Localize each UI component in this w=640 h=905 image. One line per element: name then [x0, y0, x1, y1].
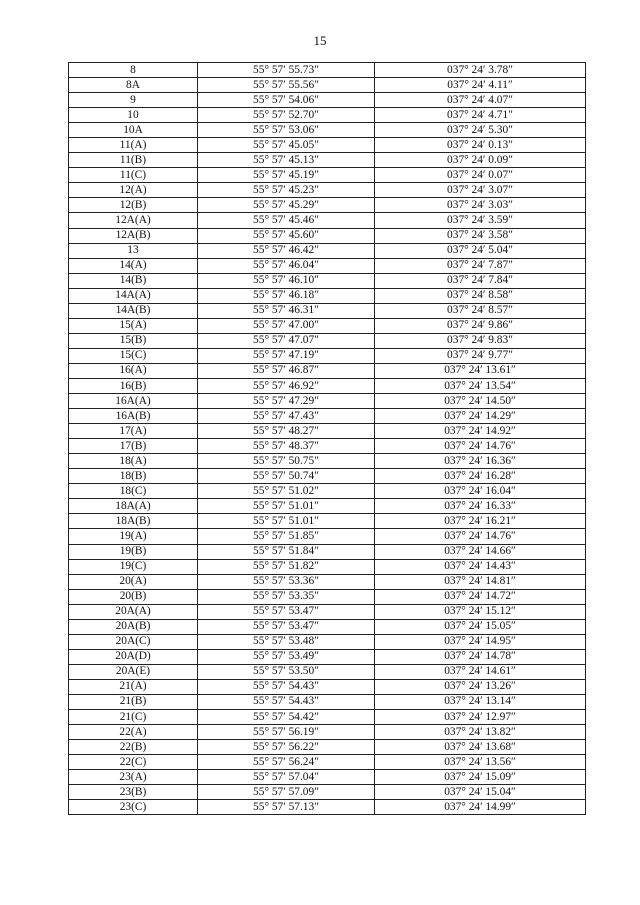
point-id-cell: 18(B): [69, 469, 198, 484]
latitude-cell: 55° 57′ 51.82″: [198, 559, 375, 574]
longitude-cell: 037° 24′ 14.78″: [375, 649, 586, 664]
point-id-cell: 20(A): [69, 574, 198, 589]
latitude-cell: 55° 57′ 53.36″: [198, 574, 375, 589]
longitude-cell: 037° 24′ 4.71″: [375, 108, 586, 123]
longitude-cell: 037° 24′ 14.95″: [375, 634, 586, 649]
table-row: [69, 544, 586, 559]
point-id-cell: 23(B): [69, 785, 198, 800]
longitude-cell: 037° 24′ 5.30″: [375, 123, 586, 138]
point-id-cell: 11(B): [69, 153, 198, 168]
longitude-cell: 037° 24′ 14.50″: [375, 394, 586, 409]
table-row: [69, 409, 586, 424]
point-id-cell: 18(A): [69, 454, 198, 469]
point-id-cell: 8: [69, 63, 198, 78]
latitude-cell: 55° 57′ 56.19″: [198, 725, 375, 740]
latitude-cell: 55° 57′ 45.29″: [198, 198, 375, 213]
latitude-cell: 55° 57′ 45.19″: [198, 168, 375, 183]
point-id-cell: 15(A): [69, 318, 198, 333]
point-id-cell: 16(A): [69, 363, 198, 378]
latitude-cell: 55° 57′ 46.18″: [198, 288, 375, 303]
longitude-cell: 037° 24′ 4.07″: [375, 93, 586, 108]
table-row: [69, 303, 586, 318]
longitude-cell: 037° 24′ 3.07″: [375, 183, 586, 198]
longitude-cell: 037° 24′ 8.57″: [375, 303, 586, 318]
table-row: [69, 664, 586, 679]
table-row: [69, 78, 586, 93]
latitude-cell: 55° 57′ 53.35″: [198, 589, 375, 604]
latitude-cell: 55° 57′ 51.01″: [198, 514, 375, 529]
latitude-cell: 55° 57′ 45.05″: [198, 138, 375, 153]
table-row: [69, 63, 586, 78]
latitude-cell: 55° 57′ 53.06″: [198, 123, 375, 138]
latitude-cell: 55° 57′ 50.75″: [198, 454, 375, 469]
point-id-cell: 23(A): [69, 770, 198, 785]
page-number: 15: [313, 33, 327, 48]
latitude-cell: 55° 57′ 53.48″: [198, 634, 375, 649]
table-row: [69, 740, 586, 755]
point-id-cell: 10A: [69, 123, 198, 138]
point-id-cell: 21(C): [69, 710, 198, 725]
point-id-cell: 21(A): [69, 679, 198, 694]
latitude-cell: 55° 57′ 46.31″: [198, 303, 375, 318]
longitude-cell: 037° 24′ 3.78″: [375, 63, 586, 78]
latitude-cell: 55° 57′ 46.42″: [198, 243, 375, 258]
latitude-cell: 55° 57′ 48.27″: [198, 424, 375, 439]
table-row: [69, 679, 586, 694]
latitude-cell: 55° 57′ 54.43″: [198, 679, 375, 694]
point-id-cell: 14A(A): [69, 288, 198, 303]
latitude-cell: 55° 57′ 45.46″: [198, 213, 375, 228]
longitude-cell: 037° 24′ 13.14″: [375, 694, 586, 709]
point-id-cell: 12A(A): [69, 213, 198, 228]
longitude-cell: 037° 24′ 16.28″: [375, 469, 586, 484]
table-row: [69, 123, 586, 138]
point-id-cell: 14A(B): [69, 303, 198, 318]
point-id-cell: 14(B): [69, 273, 198, 288]
longitude-cell: 037° 24′ 7.87″: [375, 258, 586, 273]
table-row: [69, 168, 586, 183]
table-row: [69, 378, 586, 393]
table-row: [69, 725, 586, 740]
point-id-cell: 14(A): [69, 258, 198, 273]
latitude-cell: 55° 57′ 47.29″: [198, 394, 375, 409]
point-id-cell: 11(A): [69, 138, 198, 153]
point-id-cell: 22(A): [69, 725, 198, 740]
longitude-cell: 037° 24′ 15.12″: [375, 604, 586, 619]
longitude-cell: 037° 24′ 13.54″: [375, 378, 586, 393]
latitude-cell: 55° 57′ 53.47″: [198, 604, 375, 619]
table-row: [69, 439, 586, 454]
longitude-cell: 037° 24′ 14.61″: [375, 664, 586, 679]
longitude-cell: 037° 24′ 13.68″: [375, 740, 586, 755]
table-row: [69, 710, 586, 725]
table-row: [69, 273, 586, 288]
point-id-cell: 23(C): [69, 800, 198, 815]
table-row: [69, 755, 586, 770]
point-id-cell: 19(B): [69, 544, 198, 559]
latitude-cell: 55° 57′ 47.43″: [198, 409, 375, 424]
point-id-cell: 10: [69, 108, 198, 123]
table-row: [69, 108, 586, 123]
longitude-cell: 037° 24′ 0.07″: [375, 168, 586, 183]
latitude-cell: 55° 57′ 52.70″: [198, 108, 375, 123]
latitude-cell: 55° 57′ 45.23″: [198, 183, 375, 198]
point-id-cell: 19(C): [69, 559, 198, 574]
point-id-cell: 8A: [69, 78, 198, 93]
coordinates-table: [68, 62, 586, 815]
longitude-cell: 037° 24′ 16.04″: [375, 484, 586, 499]
longitude-cell: 037° 24′ 3.59″: [375, 213, 586, 228]
table-row: [69, 153, 586, 168]
longitude-cell: 037° 24′ 13.26″: [375, 679, 586, 694]
latitude-cell: 55° 57′ 51.01″: [198, 499, 375, 514]
table-row: [69, 258, 586, 273]
table-row: [69, 138, 586, 153]
point-id-cell: 18A(A): [69, 499, 198, 514]
table-row: [69, 469, 586, 484]
table-row: [69, 363, 586, 378]
table-row: [69, 559, 586, 574]
latitude-cell: 55° 57′ 54.43″: [198, 694, 375, 709]
point-id-cell: 17(B): [69, 439, 198, 454]
longitude-cell: 037° 24′ 3.03″: [375, 198, 586, 213]
table-row: [69, 785, 586, 800]
table-row: [69, 484, 586, 499]
point-id-cell: 16(B): [69, 378, 198, 393]
point-id-cell: 15(C): [69, 348, 198, 363]
latitude-cell: 55° 57′ 50.74″: [198, 469, 375, 484]
latitude-cell: 55° 57′ 46.87″: [198, 363, 375, 378]
point-id-cell: 12A(B): [69, 228, 198, 243]
latitude-cell: 55° 57′ 46.10″: [198, 273, 375, 288]
latitude-cell: 55° 57′ 45.13″: [198, 153, 375, 168]
longitude-cell: 037° 24′ 16.36″: [375, 454, 586, 469]
table-row: [69, 348, 586, 363]
table-row: [69, 198, 586, 213]
table-row: [69, 694, 586, 709]
point-id-cell: 20A(A): [69, 604, 198, 619]
latitude-cell: 55° 57′ 54.06″: [198, 93, 375, 108]
longitude-cell: 037° 24′ 13.56″: [375, 755, 586, 770]
longitude-cell: 037° 24′ 14.76″: [375, 439, 586, 454]
point-id-cell: 16A(A): [69, 394, 198, 409]
table-row: [69, 499, 586, 514]
point-id-cell: 21(B): [69, 694, 198, 709]
latitude-cell: 55° 57′ 47.00″: [198, 318, 375, 333]
table-row: [69, 424, 586, 439]
longitude-cell: 037° 24′ 15.04″: [375, 785, 586, 800]
table-row: [69, 649, 586, 664]
table-row: [69, 514, 586, 529]
longitude-cell: 037° 24′ 13.61″: [375, 363, 586, 378]
point-id-cell: 13: [69, 243, 198, 258]
latitude-cell: 55° 57′ 57.09″: [198, 785, 375, 800]
latitude-cell: 55° 57′ 46.04″: [198, 258, 375, 273]
longitude-cell: 037° 24′ 15.05″: [375, 619, 586, 634]
longitude-cell: 037° 24′ 14.72″: [375, 589, 586, 604]
table-row: [69, 333, 586, 348]
table-row: [69, 589, 586, 604]
longitude-cell: 037° 24′ 0.13″: [375, 138, 586, 153]
table-row: [69, 529, 586, 544]
table-row: [69, 93, 586, 108]
latitude-cell: 55° 57′ 45.60″: [198, 228, 375, 243]
point-id-cell: 20A(D): [69, 649, 198, 664]
point-id-cell: 18A(B): [69, 514, 198, 529]
latitude-cell: 55° 57′ 53.50″: [198, 664, 375, 679]
table-row: [69, 213, 586, 228]
point-id-cell: 20A(C): [69, 634, 198, 649]
longitude-cell: 037° 24′ 14.29″: [375, 409, 586, 424]
table-row: [69, 318, 586, 333]
longitude-cell: 037° 24′ 13.82″: [375, 725, 586, 740]
longitude-cell: 037° 24′ 14.66″: [375, 544, 586, 559]
latitude-cell: 55° 57′ 55.56″: [198, 78, 375, 93]
point-id-cell: 16A(B): [69, 409, 198, 424]
longitude-cell: 037° 24′ 14.76″: [375, 529, 586, 544]
point-id-cell: 19(A): [69, 529, 198, 544]
point-id-cell: 12(A): [69, 183, 198, 198]
table-row: [69, 604, 586, 619]
longitude-cell: 037° 24′ 9.86″: [375, 318, 586, 333]
latitude-cell: 55° 57′ 47.07″: [198, 333, 375, 348]
point-id-cell: 22(C): [69, 755, 198, 770]
point-id-cell: 9: [69, 93, 198, 108]
longitude-cell: 037° 24′ 14.81″: [375, 574, 586, 589]
longitude-cell: 037° 24′ 16.21″: [375, 514, 586, 529]
latitude-cell: 55° 57′ 53.47″: [198, 619, 375, 634]
latitude-cell: 55° 57′ 48.37″: [198, 439, 375, 454]
longitude-cell: 037° 24′ 14.92″: [375, 424, 586, 439]
longitude-cell: 037° 24′ 12.97″: [375, 710, 586, 725]
latitude-cell: 55° 57′ 56.22″: [198, 740, 375, 755]
longitude-cell: 037° 24′ 7.84″: [375, 273, 586, 288]
latitude-cell: 55° 57′ 57.04″: [198, 770, 375, 785]
latitude-cell: 55° 57′ 51.84″: [198, 544, 375, 559]
point-id-cell: 15(B): [69, 333, 198, 348]
table-row: [69, 800, 586, 815]
point-id-cell: 17(A): [69, 424, 198, 439]
longitude-cell: 037° 24′ 0.09″: [375, 153, 586, 168]
latitude-cell: 55° 57′ 55.73″: [198, 63, 375, 78]
latitude-cell: 55° 57′ 53.49″: [198, 649, 375, 664]
longitude-cell: 037° 24′ 5.04″: [375, 243, 586, 258]
table-row: [69, 574, 586, 589]
longitude-cell: 037° 24′ 4.11″: [375, 78, 586, 93]
table-row: [69, 634, 586, 649]
longitude-cell: 037° 24′ 9.77″: [375, 348, 586, 363]
table-row: [69, 243, 586, 258]
latitude-cell: 55° 57′ 54.42″: [198, 710, 375, 725]
longitude-cell: 037° 24′ 14.99″: [375, 800, 586, 815]
table-row: [69, 394, 586, 409]
latitude-cell: 55° 57′ 47.19″: [198, 348, 375, 363]
table-row: [69, 288, 586, 303]
longitude-cell: 037° 24′ 15.09″: [375, 770, 586, 785]
point-id-cell: 18(C): [69, 484, 198, 499]
table-row: [69, 454, 586, 469]
point-id-cell: 20(B): [69, 589, 198, 604]
longitude-cell: 037° 24′ 14.43″: [375, 559, 586, 574]
point-id-cell: 12(B): [69, 198, 198, 213]
point-id-cell: 20A(E): [69, 664, 198, 679]
longitude-cell: 037° 24′ 9.83″: [375, 333, 586, 348]
point-id-cell: 22(B): [69, 740, 198, 755]
table-row: [69, 183, 586, 198]
longitude-cell: 037° 24′ 3.58″: [375, 228, 586, 243]
point-id-cell: 11(C): [69, 168, 198, 183]
coordinates-table-body: [69, 63, 586, 815]
latitude-cell: 55° 57′ 51.85″: [198, 529, 375, 544]
longitude-cell: 037° 24′ 16.33″: [375, 499, 586, 514]
table-row: [69, 228, 586, 243]
latitude-cell: 55° 57′ 57.13″: [198, 800, 375, 815]
latitude-cell: 55° 57′ 51.02″: [198, 484, 375, 499]
point-id-cell: 20A(B): [69, 619, 198, 634]
table-row: [69, 770, 586, 785]
latitude-cell: 55° 57′ 56.24″: [198, 755, 375, 770]
longitude-cell: 037° 24′ 8.58″: [375, 288, 586, 303]
table-row: [69, 619, 586, 634]
latitude-cell: 55° 57′ 46.92″: [198, 378, 375, 393]
